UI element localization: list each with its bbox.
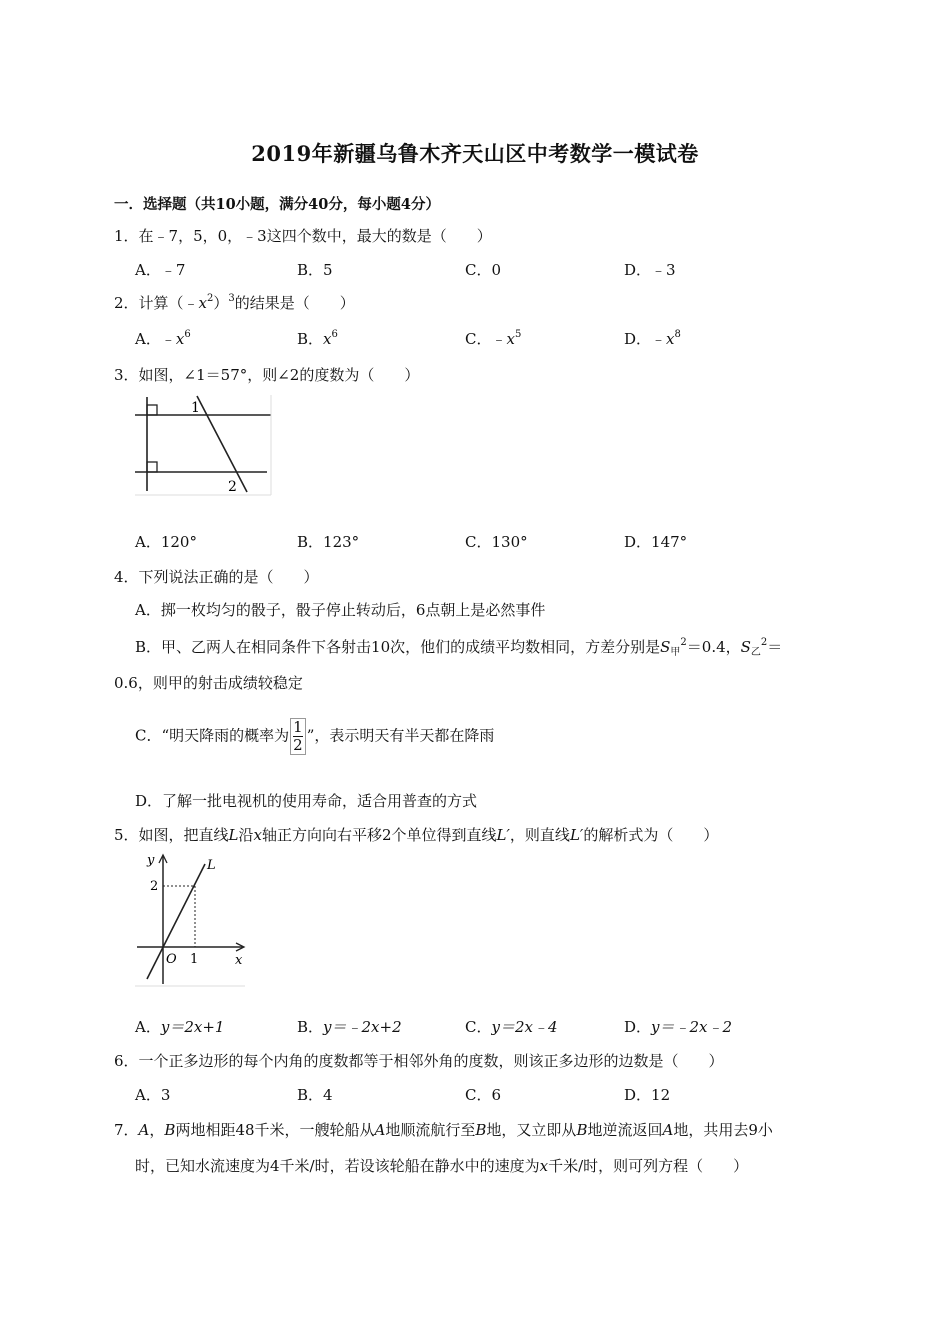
question-5-stem: 5．如图，把直线L沿x轴正方向向右平移2个单位得到直线L′，则直线L′的解析式为（ ）: [114, 826, 719, 844]
q4-option-a[interactable]: A．掷一枚均匀的骰子，骰子停止转动后，6点朝上是必然事件: [135, 601, 546, 619]
q1-option-a[interactable]: A．﹣7: [135, 261, 186, 279]
section-heading: 一．选择题（共10小题，满分40分，每小题4分）: [114, 196, 440, 213]
q3-option-c[interactable]: C．130°: [465, 533, 528, 551]
q2-option-d[interactable]: D．$﹣x^8$: [624, 329, 681, 348]
q3-figure-parallel-lines: [135, 393, 273, 497]
question-6-stem: 6．一个正多边形的每个内角的度数都等于相邻外角的度数，则该正多边形的边数是（ ）: [114, 1052, 724, 1070]
q5-option-d[interactable]: D．y＝﹣2x﹣2: [624, 1018, 733, 1036]
angle-2-label: 2: [228, 479, 237, 495]
question-2-stem: 2．计算$(﹣x^2)^3$的结果是（ ）: [114, 293, 355, 312]
y-tick-2-label: 2: [150, 879, 159, 894]
question-1-stem: 1．在﹣7，5，0，﹣3这四个数中，最大的数是（ ）: [114, 227, 492, 245]
q1-option-d[interactable]: D．﹣3: [624, 261, 676, 279]
q2-option-b[interactable]: B．$x^6$: [297, 329, 338, 348]
q5-option-a[interactable]: A．y＝2x+1: [135, 1018, 225, 1036]
q6-option-b[interactable]: B．4: [297, 1086, 333, 1104]
q3-option-b[interactable]: B．123°: [297, 533, 360, 551]
q5-figure-coordinate-graph: [135, 852, 247, 988]
q1-option-c[interactable]: C．0: [465, 261, 502, 279]
q1-option-b[interactable]: B．5: [297, 261, 333, 279]
angle-1-label: 1: [191, 400, 200, 416]
q3-option-a[interactable]: A．120°: [135, 533, 197, 551]
q4-option-d[interactable]: D．了解一批电视机的使用寿命，适合用普查的方式: [135, 792, 478, 810]
fraction-one-half: $\frac{1}{2}$: [290, 718, 306, 755]
y-axis-label: y: [147, 853, 155, 868]
q6-option-a[interactable]: A．3: [135, 1086, 171, 1104]
x-tick-1-label: 1: [190, 952, 199, 967]
q3-option-d[interactable]: D．147°: [624, 533, 688, 551]
origin-label: O: [166, 952, 177, 967]
page-title: 2019年新疆乌鲁木齐天山区中考数学一模试卷: [251, 141, 699, 166]
q5-option-c[interactable]: C．y＝2x﹣4: [465, 1018, 558, 1036]
q4-option-b-line1[interactable]: B．甲、乙两人在相同条件下各射击10次，他们的成绩平均数相同，方差分别是$S_甲^2=0.4$，$S_乙^2=$: [135, 637, 783, 658]
question-7-stem-line2: 时，已知水流速度为4千米/时，若设该轮船在静水中的速度为x千米/时，则可列方程（ ）: [135, 1157, 749, 1175]
question-3-stem: 3．如图，∠1＝57°，则∠2的度数为（ ）: [114, 366, 420, 384]
q2-option-c[interactable]: C．$﹣x^5$: [465, 329, 522, 348]
q6-option-c[interactable]: C．6: [465, 1086, 502, 1104]
q6-option-d[interactable]: D．12: [624, 1086, 671, 1104]
question-4-stem: 4．下列说法正确的是（ ）: [114, 568, 319, 586]
q4-option-b-line2: 0.6，则甲的射击成绩较稳定: [114, 674, 303, 692]
x-axis-label: x: [235, 953, 243, 968]
line-L-label: L: [207, 858, 216, 873]
q2-option-a[interactable]: A．$﹣x^6$: [135, 329, 191, 348]
question-7-stem-line1: 7．A，B两地相距48千米，一艘轮船从A地顺流航行至B地，又立即从B地逆流返回A地，共用去9小: [114, 1121, 773, 1139]
q5-option-b[interactable]: B．y＝﹣2x+2: [297, 1018, 402, 1036]
q4-option-c[interactable]: C．“明天降雨的概率为 $\frac{1}{2}$ ”，表示明天有半天都在降雨: [135, 718, 495, 754]
